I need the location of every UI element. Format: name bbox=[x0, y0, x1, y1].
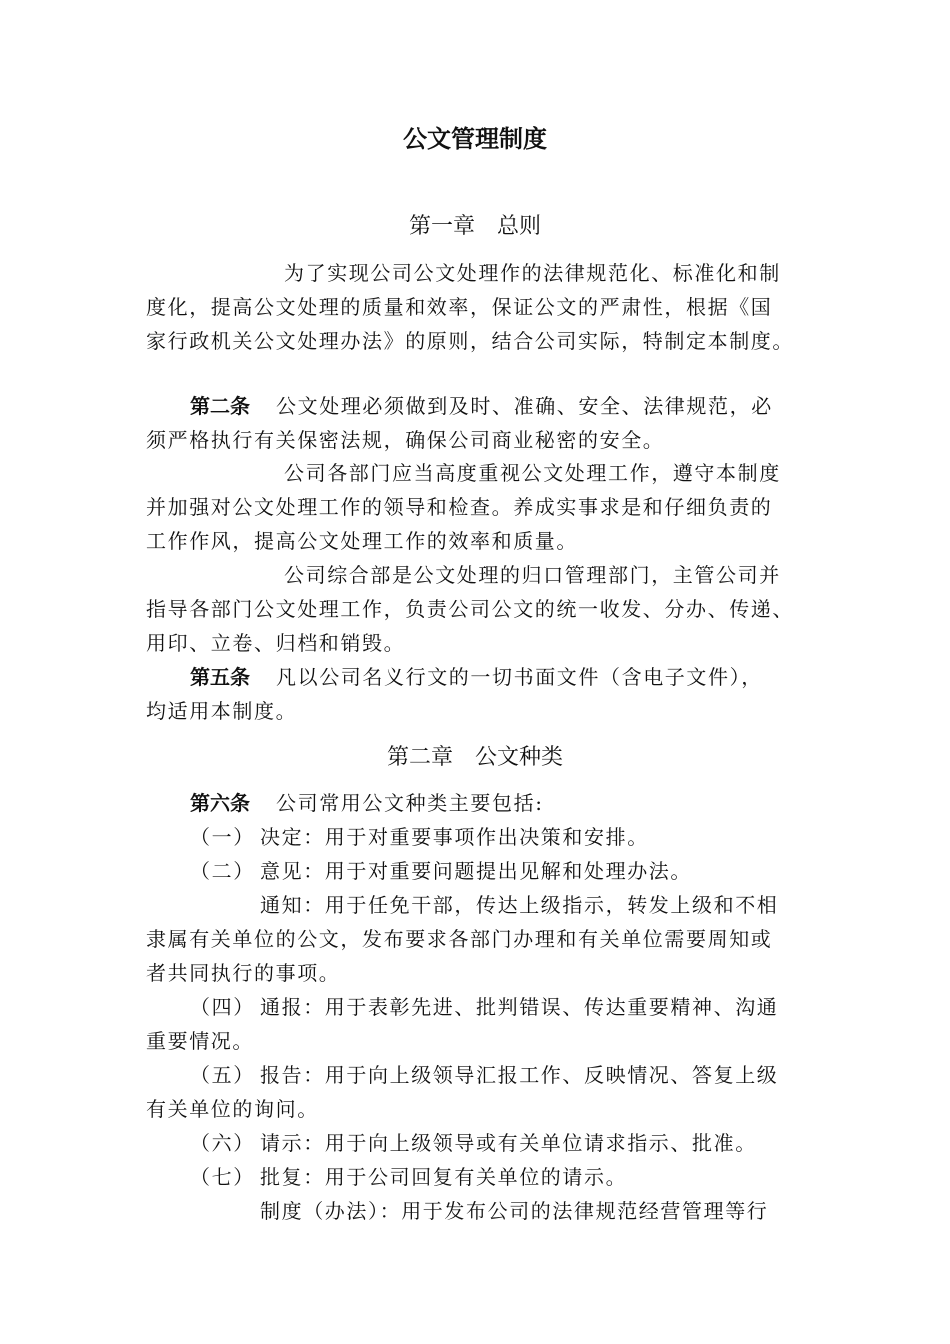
text-line: 用印、立卷、归档和销毁。 bbox=[146, 631, 406, 655]
text-line: 度化，提高公文处理的质量和效率，保证公文的严肃性，根据《国 bbox=[146, 295, 773, 319]
text-line: 并加强对公文处理工作的领导和检查。养成实事求是和仔细负责的 bbox=[146, 495, 773, 519]
item-number: （五） bbox=[190, 1063, 255, 1087]
chapter-1-number: 第一章 bbox=[408, 214, 475, 239]
article-3-paragraph bbox=[146, 456, 824, 558]
chapter-2-name: 公文种类 bbox=[475, 745, 564, 770]
item-number: （四） bbox=[190, 995, 255, 1019]
text-line bbox=[146, 660, 824, 694]
list-item bbox=[146, 990, 824, 1024]
item-number: （一） bbox=[190, 825, 255, 849]
item-text: 通报：用于表彰先进、批判错误、传达重要精神、沟通 bbox=[260, 995, 779, 1019]
item-number: （六） bbox=[190, 1131, 255, 1155]
list-item: 通知：用于任免干部，传达上级指示，转发上级和不相 bbox=[260, 893, 779, 917]
text-span: 凡以公司名义行文的一切书面文件（含电子文件）， bbox=[276, 665, 763, 689]
item-text: 报告：用于向上级领导汇报工作、反映情况、答复上级 bbox=[260, 1063, 779, 1087]
article-6-paragraph bbox=[146, 786, 824, 1228]
item-text: 决定：用于对重要事项作出决策和安排。 bbox=[260, 825, 649, 849]
text-line: 须严格执行有关保密法规，确保公司商业秘密的安全。 bbox=[146, 428, 665, 452]
item-number: （七） bbox=[190, 1165, 255, 1189]
text-line: 重要情况。 bbox=[146, 1029, 254, 1053]
list-item bbox=[146, 820, 824, 854]
text-line bbox=[146, 389, 824, 423]
text-line: 均适用本制度。 bbox=[146, 699, 298, 723]
text-line: 公司综合部是公文处理的归口管理部门，主管公司并 bbox=[284, 563, 781, 587]
article-5-paragraph bbox=[146, 660, 824, 728]
item-number: （二） bbox=[190, 859, 255, 883]
article-1-paragraph bbox=[146, 256, 824, 358]
article-label: 第五条 bbox=[190, 665, 250, 689]
list-item: 制度（办法）：用于发布公司的法律规范经营管理等行 bbox=[260, 1199, 769, 1223]
article-label: 第二条 bbox=[190, 394, 250, 418]
chapter-2-heading bbox=[0, 740, 950, 771]
text-line: 家行政机关公文处理办法》的原则，结合公司实际，特制定本制度。 bbox=[146, 329, 794, 353]
text-line: 有关单位的询问。 bbox=[146, 1097, 319, 1121]
text-line: 公司各部门应当高度重视公文处理工作，遵守本制度 bbox=[284, 461, 781, 485]
chapter-2-number: 第二章 bbox=[386, 745, 453, 770]
list-item bbox=[146, 1160, 824, 1194]
item-text: 意见：用于对重要问题提出见解和处理办法。 bbox=[260, 859, 692, 883]
chapter-1-heading bbox=[0, 209, 950, 240]
text-line: 为了实现公司公文处理作的法律规范化、标准化和制 bbox=[284, 261, 781, 285]
article-2-paragraph bbox=[146, 389, 824, 457]
list-item bbox=[146, 854, 824, 888]
text-line: 工作作风，提高公文处理工作的效率和质量。 bbox=[146, 529, 578, 553]
text-line: 指导各部门公文处理工作，负责公司公文的统一收发、分办、传递、 bbox=[146, 597, 794, 621]
list-item bbox=[146, 1126, 824, 1160]
article-4-paragraph bbox=[146, 558, 824, 660]
document-title: 公文管理制度 bbox=[403, 125, 547, 153]
chapter-1-name: 总则 bbox=[497, 214, 542, 239]
text-line: 隶属有关单位的公文，发布要求各部门办理和有关单位需要周知或 bbox=[146, 927, 773, 951]
item-text: 请示：用于向上级领导或有关单位请求指示、批准。 bbox=[260, 1131, 757, 1155]
text-span: 公文处理必须做到及时、准确、安全、法律规范，必 bbox=[276, 394, 773, 418]
text-span: 公司常用公文种类主要包括: bbox=[276, 791, 544, 815]
article-label: 第六条 bbox=[190, 791, 250, 815]
list-item bbox=[146, 1058, 824, 1092]
item-text: 批复：用于公司回复有关单位的请示。 bbox=[260, 1165, 628, 1189]
text-line: 者共同执行的事项。 bbox=[146, 961, 341, 985]
text-line bbox=[146, 786, 824, 820]
